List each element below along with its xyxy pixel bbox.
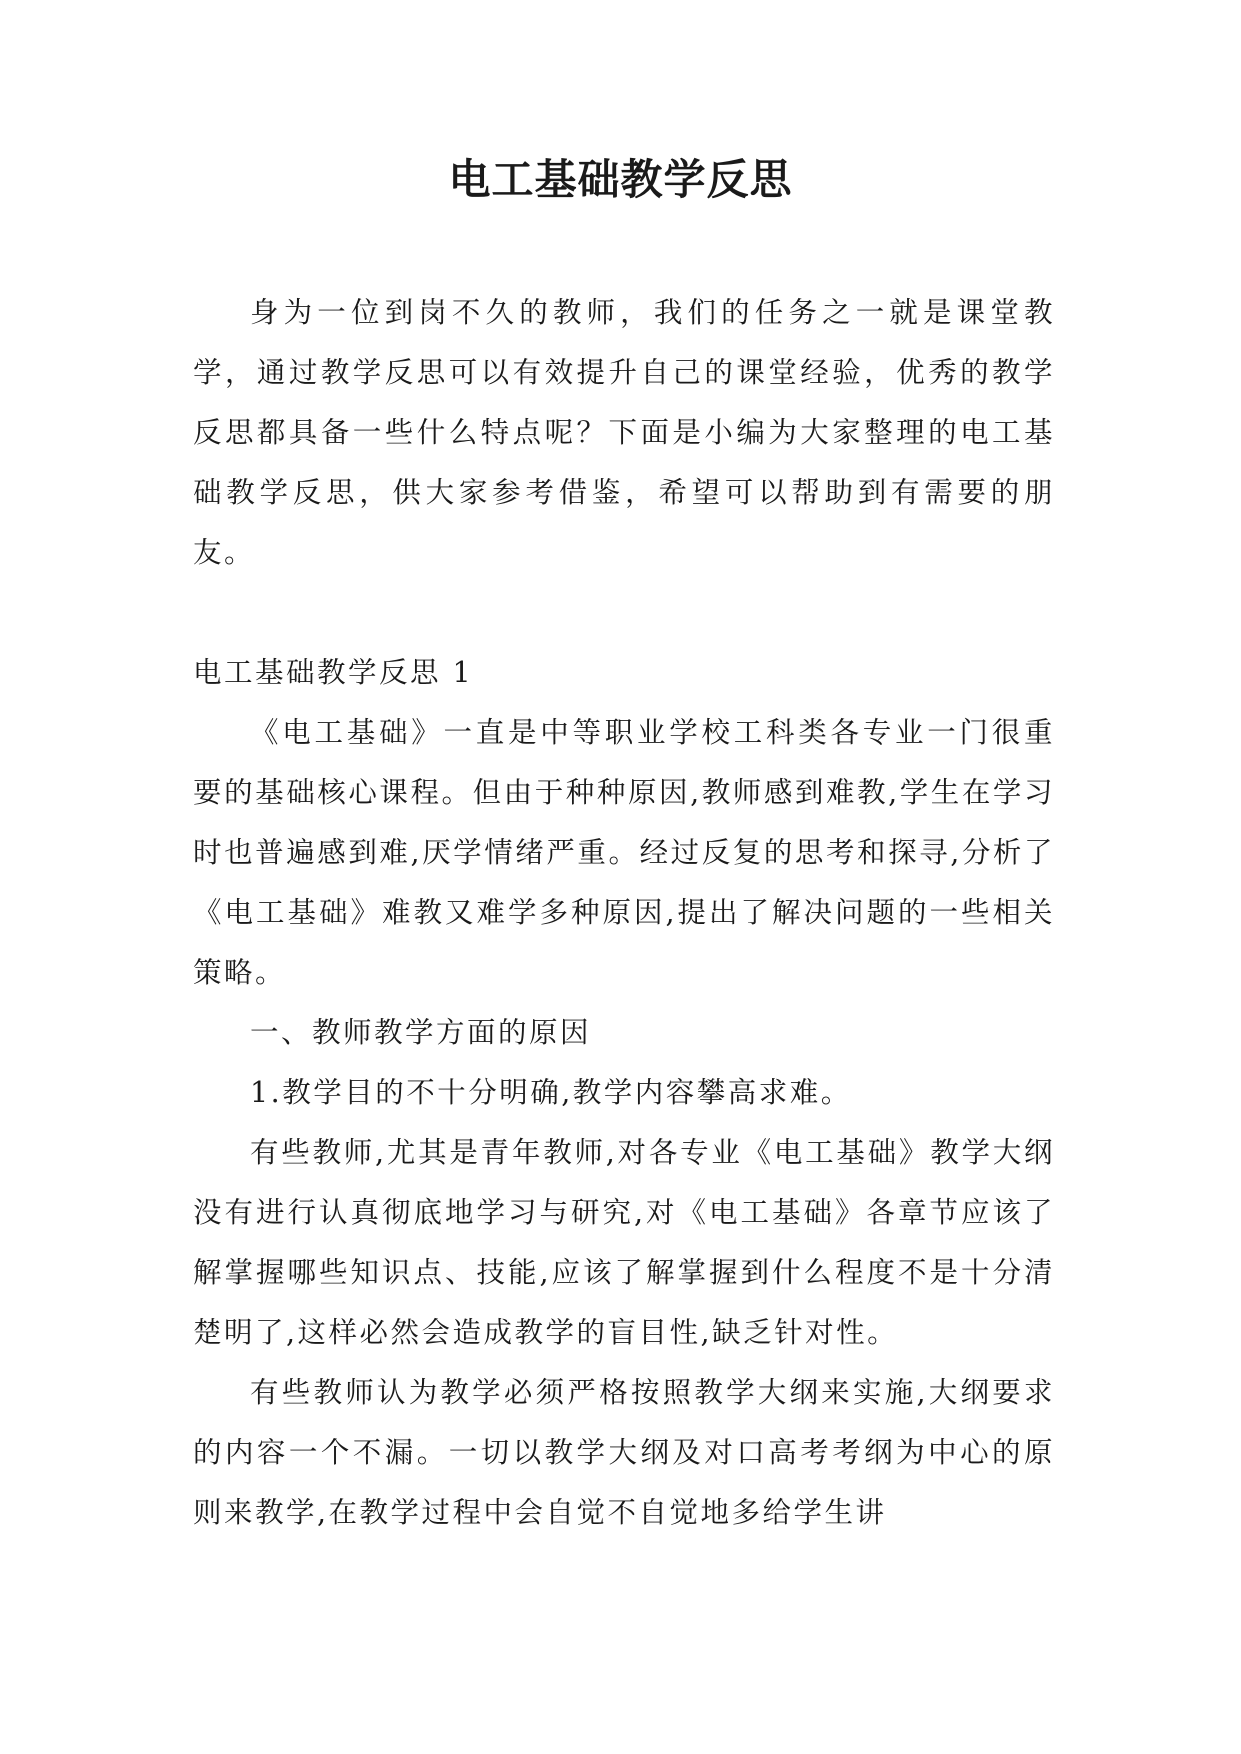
body-paragraph: 有些教师认为教学必须严格按照教学大纲来实施,大纲要求的内容一个不漏。一切以教学大纲及对口高考考纲为中心的原则来教学,在教学过程中会自觉不自觉地多给学生讲 [193,1376,1055,1529]
body-paragraph: 《电工基础》一直是中等职业学校工科类各专业一门很重要的基础核心课程。但由于种种原因,教师感到难教,学生在学习时也普遍感到难,厌学情绪严重。经过反复的思考和探寻,分析了《电工基础》难教又难学多种原因,提出了解决问题的一些相关策略。 [193,716,1055,989]
intro-paragraph: 身为一位到岗不久的教师，我们的任务之一就是课堂教学，通过教学反思可以有效提升自己的课堂经验，优秀的教学反思都具备一些什么特点呢？下面是小编为大家整理的电工基础教学反思，供大家参考借鉴，希望可以帮助到有需要的朋友。 [193,296,1055,569]
section-heading: 电工基础教学反思 1 [193,656,474,689]
document-body [193,283,1055,1543]
subheading-teacher-reasons: 一、教师教学方面的原因 [250,1016,592,1049]
numbered-point: 1.教学目的不十分明确,教学内容攀高求难。 [250,1076,852,1109]
body-paragraph: 有些教师,尤其是青年教师,对各专业《电工基础》教学大纲没有进行认真彻底地学习与研究,对《电工基础》各章节应该了解掌握哪些知识点、技能,应该了解掌握到什么程度不是十分清楚明了,这样必然会造成教学的盲目性,缺乏针对性。 [193,1136,1055,1349]
document-title: 电工基础教学反思 [448,155,793,204]
